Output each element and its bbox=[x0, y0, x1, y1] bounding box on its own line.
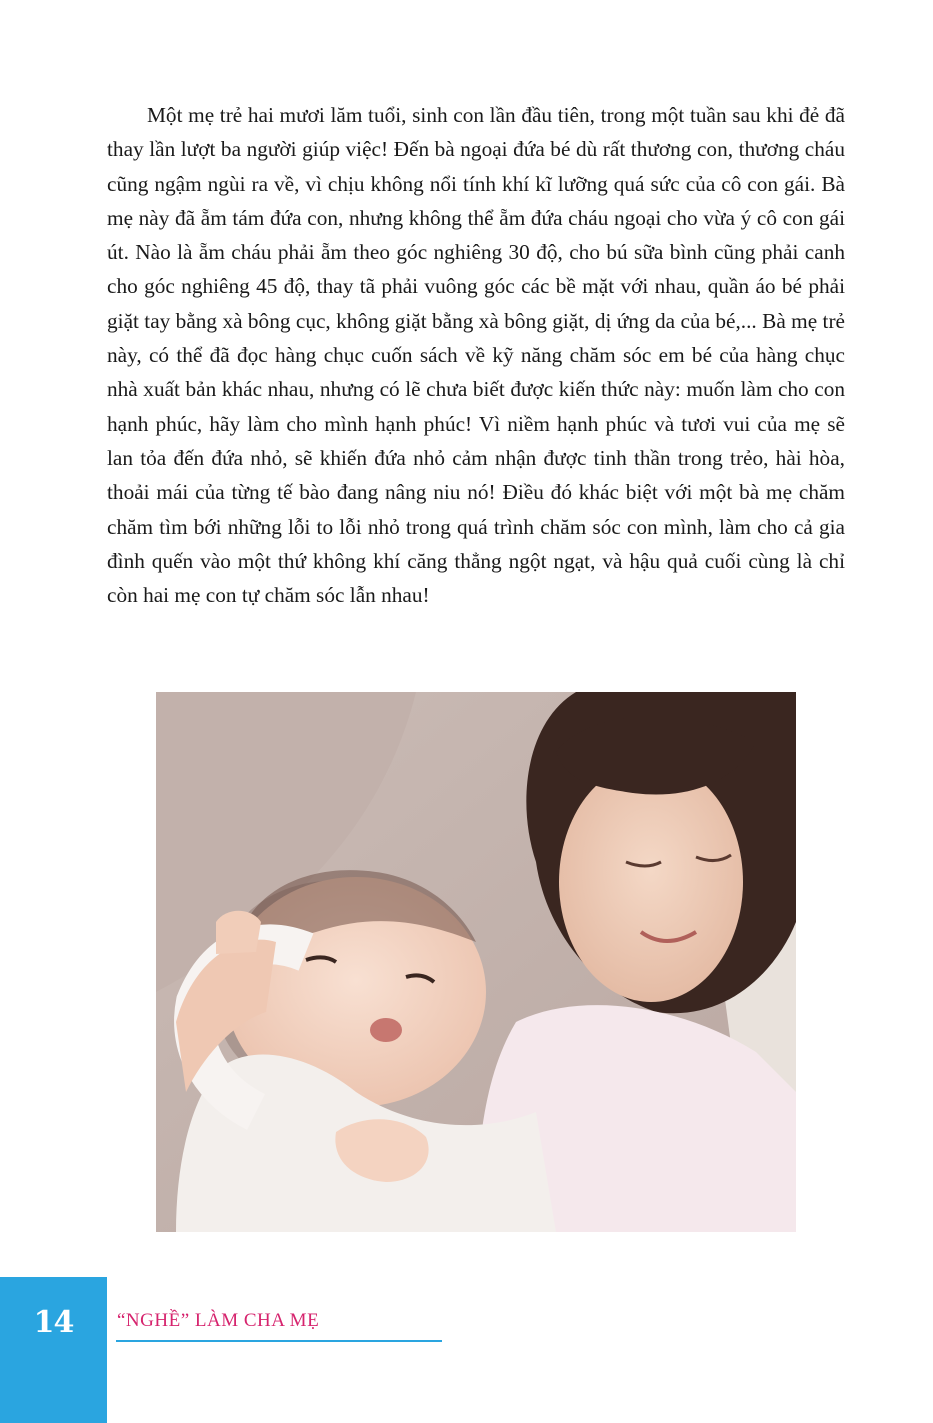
page-number: 14 bbox=[33, 1305, 74, 1340]
mother-and-baby-photo bbox=[156, 692, 796, 1232]
body-paragraph: Một mẹ trẻ hai mươi lăm tuổi, sinh con lần đầu tiên, trong một tuần sau khi đẻ đã thay lần lượt ba người giúp việc! Đến bà ngoại đứa bé dù rất thương con, thương cháu cũng ngậm ngùi ra về, vì chịu không nổi tính khí kĩ lưỡng quá sức của cô con gái. Bà mẹ này đã ẵm tám đứa con, nhưng không thể ẵm đứa cháu ngoại cho vừa ý cô con gái út. Nào là ẵm cháu phải ẵm theo góc nghiêng 30 độ, cho bú sữa bình cũng phải canh cho góc nghiêng 45 độ, thay tã phải vuông góc các bề mặt với nhau, quần áo bé phải giặt tay bằng xà bông cục, không giặt bằng xà bông giặt, dị ứng da của bé,... Bà mẹ trẻ này, có thể đã đọc hàng chục cuốn sách về kỹ năng chăm sóc em bé của hàng chục nhà xuất bản khác nhau, nhưng có lẽ chưa biết được kiến thức này: muốn làm cho con hạnh phúc, hãy làm cho mình hạnh phúc! Vì niềm hạnh phúc và tươi vui của mẹ sẽ lan tỏa đến đứa nhỏ, sẽ khiến đứa nhỏ cảm nhận được tinh thần trong trẻo, hài hòa, thoải mái của từng tế bào đang nâng niu nó! Điều đó khác biệt với một bà mẹ chăm chăm tìm bới những lỗi to lỗi nhỏ trong quá trình chăm sóc con mình, làm cho cả gia đình quến vào một thứ không khí căng thẳng ngột ngạt, và hậu quả cuối cùng là chỉ còn hai mẹ con tự chăm sóc lẫn nhau! bbox=[107, 103, 845, 608]
title-underline bbox=[116, 1340, 442, 1342]
page-number-tab bbox=[0, 1277, 107, 1423]
running-title: “NGHỀ” LÀM CHA MẸ bbox=[117, 1310, 320, 1331]
